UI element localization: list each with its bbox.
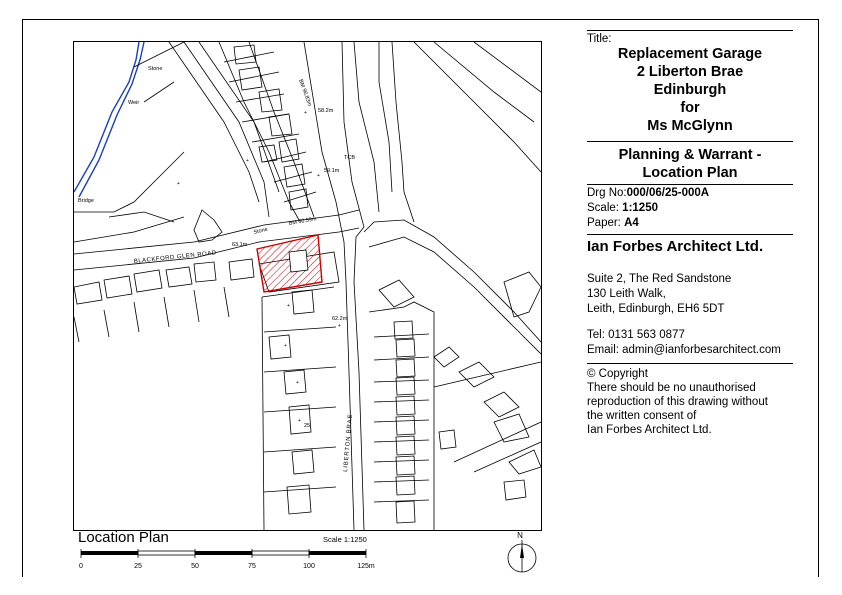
address-line-1: Suite 2, The Red Sandstone [587, 273, 732, 285]
paper-size: Paper: A4 [587, 217, 639, 229]
location-plan-scale: Scale 1:1250 [323, 535, 367, 544]
svg-text:+: + [287, 303, 290, 309]
copyright-line-3: the written consent of [587, 410, 697, 422]
map-label-bm-mid: BM 60.59m [288, 216, 318, 227]
sheet-border-top [22, 19, 819, 20]
telephone: Tel: 0131 563 0877 [587, 329, 685, 341]
project-title-line-3: Edinburgh [653, 82, 727, 98]
location-map [73, 41, 542, 531]
drawing-title-line-1: Planning & Warrant - [618, 147, 762, 163]
map-label-level-1: 58.2m [318, 108, 334, 114]
north-label: N [517, 531, 523, 540]
sheet-border-left [22, 19, 23, 577]
scale-tick-100: 100 [303, 563, 315, 570]
scale-tick-50: 50 [191, 563, 199, 570]
svg-text:+: + [317, 173, 320, 179]
project-title-line-1: Replacement Garage [617, 46, 763, 62]
map-label-stone-top: Stone [148, 66, 163, 72]
map-label-liberton-brae: LIBERTON BRAE [343, 413, 355, 473]
title-rule-3 [587, 184, 793, 185]
site-boundary [257, 235, 322, 292]
map-label-level-2: 59.1m [324, 168, 340, 174]
map-label-level-3: 63.1m [232, 242, 248, 248]
project-title-line-2: 2 Liberton Brae [636, 64, 744, 80]
svg-text:+: + [246, 158, 249, 164]
scale-tick-0: 0 [79, 563, 83, 570]
scale-tick-125: 125m [357, 563, 375, 570]
map-label-tcb: TCB [344, 155, 355, 161]
scale-tick-75: 75 [248, 563, 256, 570]
map-label-weir: Weir [128, 100, 140, 106]
title-top-rule [587, 30, 793, 31]
svg-text:+: + [304, 110, 307, 116]
drawing-title-line-2: Location Plan [642, 165, 738, 181]
title-rule-4 [587, 234, 793, 235]
email: Email: admin@ianforbesarchitect.com [587, 344, 781, 356]
title-rule-5 [587, 363, 793, 364]
map-label-bm-top: BM 96.83m [297, 78, 313, 108]
address-line-2: 130 Leith Walk, [587, 288, 666, 300]
project-title-line-4: for [680, 100, 700, 116]
svg-text:+: + [296, 380, 299, 386]
sheet-border-right [818, 19, 819, 577]
svg-text:+: + [284, 343, 287, 349]
svg-text:+: + [338, 323, 341, 329]
map-label-level-4: 62.2m [332, 316, 348, 322]
drawing-number: Drg No:000/06/25-000A [587, 187, 710, 199]
title-rule-2 [587, 141, 793, 142]
svg-text:+: + [298, 418, 301, 424]
north-arrow-icon [505, 530, 539, 574]
map-label-blackford-glen-road: BLACKFORD GLEN ROAD [133, 250, 217, 265]
map-label-bridge: Bridge [78, 198, 94, 204]
title-label: Title: [587, 33, 612, 45]
copyright-line-2: reproduction of this drawing without [587, 396, 768, 408]
location-plan-title: Location Plan [78, 529, 169, 546]
copyright-line-4: Ian Forbes Architect Ltd. [587, 424, 712, 436]
scale-tick-25: 25 [134, 563, 142, 570]
copyright-heading: © Copyright [587, 368, 648, 380]
scale-bar [79, 549, 379, 571]
project-title-line-5: Ms McGlynn [647, 118, 733, 134]
map-label-nos: 25 [304, 423, 311, 429]
copyright-line-1: There should be no unauthorised [587, 382, 756, 394]
drawing-scale: Scale: 1:1250 [587, 202, 658, 214]
address-line-3: Leith, Edinburgh, EH6 5DT [587, 303, 725, 315]
map-label-stone-mid: Stone [253, 226, 269, 236]
svg-text:+: + [177, 181, 180, 187]
firm-name: Ian Forbes Architect Ltd. [587, 238, 764, 255]
